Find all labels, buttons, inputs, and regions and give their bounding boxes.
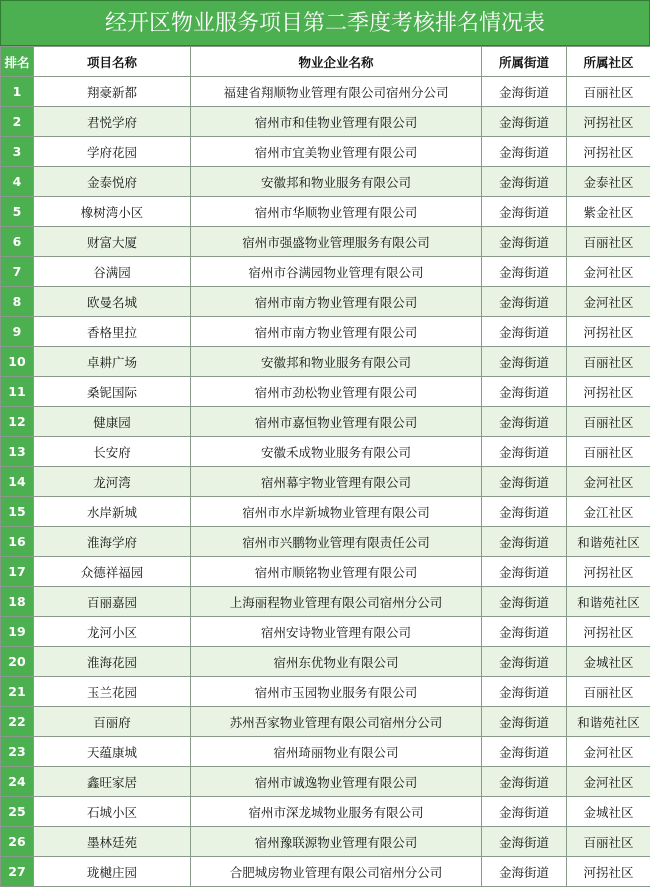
community-cell: 金河社区 xyxy=(567,467,650,497)
project-name-cell: 鑫旺家居 xyxy=(34,767,191,797)
street-cell: 金海街道 xyxy=(482,77,567,107)
community-cell: 河拐社区 xyxy=(567,107,650,137)
rank-cell: 20 xyxy=(1,647,34,677)
street-cell: 金海街道 xyxy=(482,797,567,827)
rank-cell: 15 xyxy=(1,497,34,527)
street-cell: 金海街道 xyxy=(482,617,567,647)
table-row xyxy=(1,227,650,257)
rank-cell: 23 xyxy=(1,737,34,767)
rank-cell: 9 xyxy=(1,317,34,347)
project-name-cell: 财富大厦 xyxy=(34,227,191,257)
community-cell: 金河社区 xyxy=(567,287,650,317)
rank-cell: 12 xyxy=(1,407,34,437)
company-name-cell: 安徽邦和物业服务有限公司 xyxy=(191,167,482,197)
street-cell: 金海街道 xyxy=(482,437,567,467)
table-row xyxy=(1,767,650,797)
community-cell: 金城社区 xyxy=(567,647,650,677)
table-row xyxy=(1,257,650,287)
project-name-cell: 长安府 xyxy=(34,437,191,467)
street-cell: 金海街道 xyxy=(482,737,567,767)
rank-cell: 26 xyxy=(1,827,34,857)
project-name-cell: 水岸新城 xyxy=(34,497,191,527)
community-cell: 和谐苑社区 xyxy=(567,527,650,557)
table-row xyxy=(1,287,650,317)
community-cell: 和谐苑社区 xyxy=(567,587,650,617)
project-name-cell: 谷满园 xyxy=(34,257,191,287)
rank-cell: 22 xyxy=(1,707,34,737)
community-cell: 河拐社区 xyxy=(567,617,650,647)
street-cell: 金海街道 xyxy=(482,467,567,497)
community-cell: 金城社区 xyxy=(567,797,650,827)
project-name-cell: 龙河湾 xyxy=(34,467,191,497)
project-name-cell: 健康园 xyxy=(34,407,191,437)
rank-cell: 16 xyxy=(1,527,34,557)
street-cell: 金海街道 xyxy=(482,287,567,317)
rank-cell: 7 xyxy=(1,257,34,287)
street-cell: 金海街道 xyxy=(482,857,567,887)
street-cell: 金海街道 xyxy=(482,707,567,737)
rank-cell: 6 xyxy=(1,227,34,257)
rank-cell: 19 xyxy=(1,617,34,647)
community-cell: 百丽社区 xyxy=(567,437,650,467)
project-name-cell: 香格里拉 xyxy=(34,317,191,347)
company-name-cell: 宿州市南方物业管理有限公司 xyxy=(191,317,482,347)
community-cell: 百丽社区 xyxy=(567,227,650,257)
community-cell: 金河社区 xyxy=(567,737,650,767)
community-cell: 河拐社区 xyxy=(567,377,650,407)
header-rank: 排名 xyxy=(1,47,34,77)
company-name-cell: 宿州市华顺物业管理有限公司 xyxy=(191,197,482,227)
table-row xyxy=(1,617,650,647)
project-name-cell: 石城小区 xyxy=(34,797,191,827)
project-name-cell: 墨林廷苑 xyxy=(34,827,191,857)
header-company: 物业企业名称 xyxy=(191,47,482,77)
project-name-cell: 卓耕广场 xyxy=(34,347,191,377)
rank-cell: 2 xyxy=(1,107,34,137)
table-row xyxy=(1,467,650,497)
company-name-cell: 宿州市顺铭物业管理有限公司 xyxy=(191,557,482,587)
project-name-cell: 金泰悦府 xyxy=(34,167,191,197)
street-cell: 金海街道 xyxy=(482,257,567,287)
community-cell: 河拐社区 xyxy=(567,557,650,587)
project-name-cell: 百丽嘉园 xyxy=(34,587,191,617)
street-cell: 金海街道 xyxy=(482,317,567,347)
company-name-cell: 宿州市深龙城物业服务有限公司 xyxy=(191,797,482,827)
company-name-cell: 宿州市嘉恒物业管理有限公司 xyxy=(191,407,482,437)
street-cell: 金海街道 xyxy=(482,347,567,377)
table-row xyxy=(1,647,650,677)
rank-cell: 18 xyxy=(1,587,34,617)
rank-cell: 25 xyxy=(1,797,34,827)
table-row xyxy=(1,797,650,827)
company-name-cell: 宿州市强盛物业管理服务有限公司 xyxy=(191,227,482,257)
community-cell: 金河社区 xyxy=(567,257,650,287)
rank-cell: 21 xyxy=(1,677,34,707)
street-cell: 金海街道 xyxy=(482,827,567,857)
rank-cell: 14 xyxy=(1,467,34,497)
community-cell: 百丽社区 xyxy=(567,407,650,437)
company-name-cell: 宿州市玉园物业服务有限公司 xyxy=(191,677,482,707)
community-cell: 河拐社区 xyxy=(567,137,650,167)
company-name-cell: 宿州市南方物业管理有限公司 xyxy=(191,287,482,317)
table-row xyxy=(1,77,650,107)
ranking-table xyxy=(0,46,650,887)
company-name-cell: 宿州豫联源物业管理有限公司 xyxy=(191,827,482,857)
table-row xyxy=(1,497,650,527)
table-row xyxy=(1,857,650,887)
table-row xyxy=(1,557,650,587)
rank-cell: 24 xyxy=(1,767,34,797)
table-title: 经开区物业服务项目第二季度考核排名情况表 xyxy=(0,0,650,46)
project-name-cell: 欧曼名城 xyxy=(34,287,191,317)
table-row xyxy=(1,587,650,617)
table-row xyxy=(1,347,650,377)
community-cell: 百丽社区 xyxy=(567,827,650,857)
street-cell: 金海街道 xyxy=(482,227,567,257)
rank-cell: 17 xyxy=(1,557,34,587)
company-name-cell: 安徽邦和物业服务有限公司 xyxy=(191,347,482,377)
street-cell: 金海街道 xyxy=(482,167,567,197)
community-cell: 金江社区 xyxy=(567,497,650,527)
header-community: 所属社区 xyxy=(567,47,650,77)
street-cell: 金海街道 xyxy=(482,497,567,527)
community-cell: 和谐苑社区 xyxy=(567,707,650,737)
project-name-cell: 天蕴康城 xyxy=(34,737,191,767)
community-cell: 百丽社区 xyxy=(567,347,650,377)
company-name-cell: 合肥城房物业管理有限公司宿州分公司 xyxy=(191,857,482,887)
community-cell: 紫金社区 xyxy=(567,197,650,227)
street-cell: 金海街道 xyxy=(482,527,567,557)
company-name-cell: 苏州吾家物业管理有限公司宿州分公司 xyxy=(191,707,482,737)
table-row xyxy=(1,167,650,197)
table-row xyxy=(1,317,650,347)
company-name-cell: 宿州东优物业有限公司 xyxy=(191,647,482,677)
company-name-cell: 宿州市劲松物业管理有限公司 xyxy=(191,377,482,407)
table-row xyxy=(1,437,650,467)
table-row xyxy=(1,197,650,227)
street-cell: 金海街道 xyxy=(482,137,567,167)
table-body xyxy=(1,77,650,887)
table-row xyxy=(1,107,650,137)
community-cell: 金泰社区 xyxy=(567,167,650,197)
street-cell: 金海街道 xyxy=(482,647,567,677)
header-row xyxy=(1,47,650,77)
table-row xyxy=(1,377,650,407)
company-name-cell: 安徽禾成物业服务有限公司 xyxy=(191,437,482,467)
table-row xyxy=(1,137,650,167)
table-row xyxy=(1,737,650,767)
street-cell: 金海街道 xyxy=(482,677,567,707)
company-name-cell: 宿州市兴鹏物业管理有限责任公司 xyxy=(191,527,482,557)
community-cell: 河拐社区 xyxy=(567,857,650,887)
company-name-cell: 宿州市诚逸物业管理有限公司 xyxy=(191,767,482,797)
street-cell: 金海街道 xyxy=(482,767,567,797)
community-cell: 河拐社区 xyxy=(567,317,650,347)
project-name-cell: 玉兰花园 xyxy=(34,677,191,707)
table-row xyxy=(1,407,650,437)
project-name-cell: 淮海学府 xyxy=(34,527,191,557)
project-name-cell: 桑铌国际 xyxy=(34,377,191,407)
project-name-cell: 龙河小区 xyxy=(34,617,191,647)
community-cell: 百丽社区 xyxy=(567,77,650,107)
company-name-cell: 宿州市水岸新城物业管理有限公司 xyxy=(191,497,482,527)
company-name-cell: 宿州市宜美物业管理有限公司 xyxy=(191,137,482,167)
rank-cell: 27 xyxy=(1,857,34,887)
rank-cell: 13 xyxy=(1,437,34,467)
company-name-cell: 宿州幕宇物业管理有限公司 xyxy=(191,467,482,497)
header-street: 所属街道 xyxy=(482,47,567,77)
table-row xyxy=(1,707,650,737)
rank-cell: 10 xyxy=(1,347,34,377)
company-name-cell: 福建省翔顺物业管理有限公司宿州分公司 xyxy=(191,77,482,107)
project-name-cell: 淮海花园 xyxy=(34,647,191,677)
table-row xyxy=(1,527,650,557)
street-cell: 金海街道 xyxy=(482,587,567,617)
project-name-cell: 橡树湾小区 xyxy=(34,197,191,227)
header-project: 项目名称 xyxy=(34,47,191,77)
community-cell: 百丽社区 xyxy=(567,677,650,707)
rank-cell: 1 xyxy=(1,77,34,107)
company-name-cell: 上海丽程物业管理有限公司宿州分公司 xyxy=(191,587,482,617)
rank-cell: 4 xyxy=(1,167,34,197)
company-name-cell: 宿州市和佳物业管理有限公司 xyxy=(191,107,482,137)
rank-cell: 3 xyxy=(1,137,34,167)
project-name-cell: 珑樾庄园 xyxy=(34,857,191,887)
rank-cell: 8 xyxy=(1,287,34,317)
project-name-cell: 众德祥福园 xyxy=(34,557,191,587)
company-name-cell: 宿州市谷满园物业管理有限公司 xyxy=(191,257,482,287)
rank-cell: 5 xyxy=(1,197,34,227)
table-row xyxy=(1,827,650,857)
street-cell: 金海街道 xyxy=(482,377,567,407)
rank-cell: 11 xyxy=(1,377,34,407)
street-cell: 金海街道 xyxy=(482,407,567,437)
project-name-cell: 百丽府 xyxy=(34,707,191,737)
table-row xyxy=(1,677,650,707)
company-name-cell: 宿州琦丽物业有限公司 xyxy=(191,737,482,767)
project-name-cell: 翔豪新都 xyxy=(34,77,191,107)
company-name-cell: 宿州安诗物业管理有限公司 xyxy=(191,617,482,647)
project-name-cell: 君悦学府 xyxy=(34,107,191,137)
street-cell: 金海街道 xyxy=(482,107,567,137)
project-name-cell: 学府花园 xyxy=(34,137,191,167)
street-cell: 金海街道 xyxy=(482,557,567,587)
community-cell: 金河社区 xyxy=(567,767,650,797)
street-cell: 金海街道 xyxy=(482,197,567,227)
